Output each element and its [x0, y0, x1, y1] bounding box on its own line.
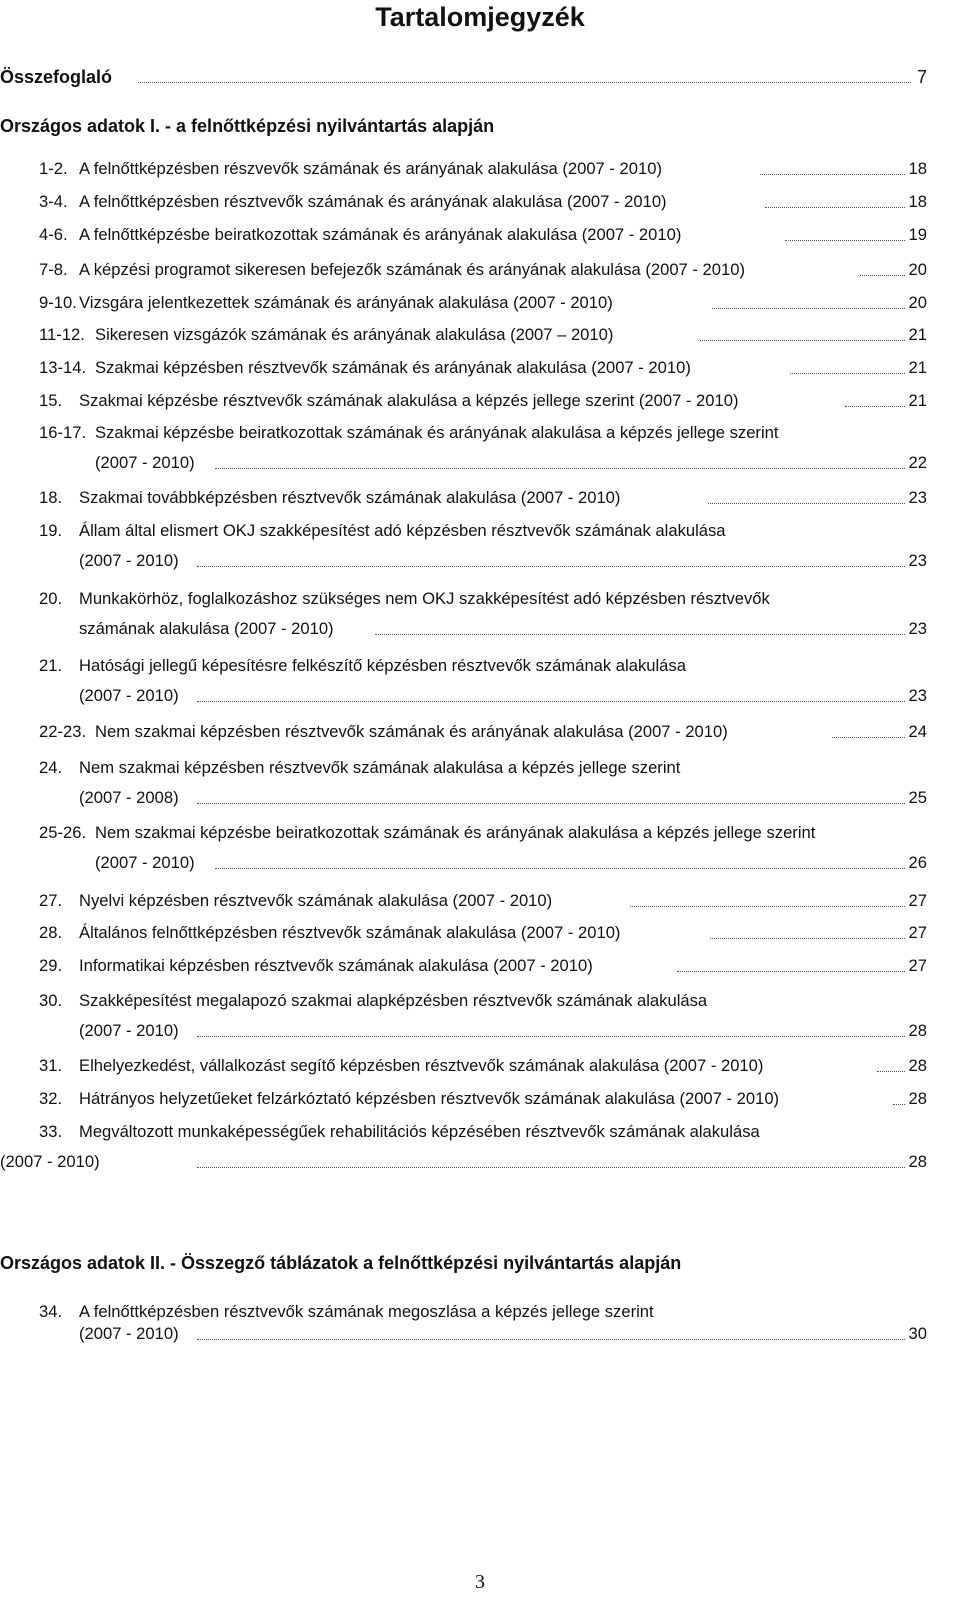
toc-entry-number: 11-12. — [39, 325, 85, 344]
toc-entry-number: 16-17. — [39, 423, 87, 442]
toc-leader — [197, 1334, 905, 1340]
toc-leader — [677, 966, 905, 972]
toc-entry[interactable] — [0, 222, 927, 248]
toc-leader — [197, 1162, 905, 1168]
toc-entry-page: 27 — [908, 923, 927, 942]
toc-entry-number: 34. — [39, 1302, 63, 1321]
toc-leader — [630, 901, 905, 907]
toc-entry-number: 18. — [39, 488, 63, 507]
toc-leader — [893, 1099, 905, 1105]
toc-entry[interactable] — [0, 920, 927, 946]
toc-entry-number: 30. — [39, 991, 63, 1010]
toc-entry[interactable] — [0, 322, 927, 348]
toc-entry[interactable] — [0, 953, 927, 979]
toc-summary-page: 7 — [916, 67, 927, 87]
toc-entry-number: 13-14. — [39, 358, 87, 377]
page-number: 3 — [475, 1571, 485, 1593]
toc-entry-title: Nem szakmai képzésben résztvevők számának alakulása a képzés jellege szerint — [79, 758, 681, 777]
toc-entry-title-continued: (2007 - 2010) — [95, 853, 195, 872]
toc-entry-page: 18 — [908, 192, 927, 211]
toc-entry-title-continued: (2007 - 2010) — [0, 1152, 100, 1171]
toc-entry-page: 23 — [908, 619, 927, 638]
toc-entry-page: 28 — [908, 1021, 927, 1040]
toc-entry-title: Szakmai képzésben résztvevők számának és arányának alakulása (2007 - 2010) — [95, 358, 691, 377]
section-heading-2: Országos adatok II. - Összegző táblázatok a felnőttképzési nyilvántartás alapján — [0, 1253, 682, 1273]
toc-entry-title: Szakmai továbbképzésben résztvevők számának alakulása (2007 - 2010) — [79, 488, 621, 507]
toc-entry-page: 20 — [908, 293, 927, 312]
toc-entry-number: 1-2. — [39, 159, 68, 178]
toc-entry-number: 21. — [39, 656, 63, 675]
toc-entry[interactable] — [0, 988, 927, 1044]
toc-entry-title-continued: (2007 - 2008) — [79, 788, 179, 807]
toc-entry[interactable] — [0, 755, 927, 811]
toc-summary-row[interactable] — [0, 64, 927, 90]
toc-leader — [700, 335, 905, 341]
toc-entry-title: Hátrányos helyzetűeket felzárkóztató képzésben résztvevők számának alakulása (2007 - 2010) — [79, 1089, 780, 1108]
toc-entry-page: 23 — [908, 488, 927, 507]
toc-entry-number: 20. — [39, 589, 63, 608]
toc-leader — [215, 863, 905, 869]
toc-entry-number: 29. — [39, 956, 63, 975]
toc-entry-title: Szakmai képzésbe beiratkozottak számának és arányának alakulása a képzés jellege szerint — [95, 423, 779, 442]
toc-entry-title: Nyelvi képzésben résztvevők számának alakulása (2007 - 2010) — [79, 891, 553, 910]
toc-entry-title-continued: (2007 - 2010) — [79, 1021, 179, 1040]
toc-entry-number: 7-8. — [39, 260, 68, 279]
toc-entry-title: Elhelyezkedést, vállalkozást segítő képzésben résztvevők számának alakulása (2007 - 2010) — [79, 1056, 764, 1075]
toc-entry[interactable] — [0, 189, 927, 215]
toc-entry-title-continued: számának alakulása (2007 - 2010) — [79, 619, 334, 638]
toc-entry-number: 27. — [39, 891, 63, 910]
toc-entry[interactable] — [0, 719, 927, 745]
toc-entry[interactable] — [0, 1053, 927, 1079]
toc-leader — [215, 463, 905, 469]
toc-entry-number: 9-10. — [39, 293, 77, 312]
toc-entry-title: A felnőttképzésben résztvevők számának és arányának alakulása (2007 - 2010) — [79, 192, 667, 211]
toc-entry-title: A felnőttképzésbe beiratkozottak számának és arányának alakulása (2007 - 2010) — [79, 225, 682, 244]
page-title: Tartalomjegyzék — [375, 2, 585, 32]
toc-summary-label: Összefoglaló — [0, 67, 113, 87]
toc-entry[interactable] — [0, 518, 927, 574]
toc-entry-title: Szakképesítést megalapozó szakmai alapképzésben résztvevők számának alakulása — [79, 991, 708, 1010]
toc-entry-page: 28 — [908, 1089, 927, 1108]
toc-leader — [708, 498, 905, 504]
toc-entry-number: 22-23. — [39, 722, 87, 741]
toc-entry-number: 4-6. — [39, 225, 68, 244]
toc-entry[interactable] — [0, 156, 927, 182]
toc-entry-title: Nem szakmai képzésben résztvevők számának és arányának alakulása (2007 - 2010) — [95, 722, 728, 741]
toc-entry-page: 25 — [908, 788, 927, 807]
toc-entry-number: 15. — [39, 391, 63, 410]
toc-entry-title: Hatósági jellegű képesítésre felkészítő képzésben résztvevők számának alakulása — [79, 656, 686, 675]
toc-entry-page: 18 — [908, 159, 927, 178]
toc-entry-page: 28 — [908, 1056, 927, 1075]
toc-entry[interactable] — [0, 586, 927, 642]
toc-entry-title-continued: (2007 - 2010) — [79, 551, 179, 570]
toc-leader — [197, 696, 905, 702]
toc-entry-page: 21 — [908, 325, 927, 344]
toc-entry-title: Sikeresen vizsgázók számának és arányának alakulása (2007 – 2010) — [95, 325, 614, 344]
toc-leader — [860, 270, 905, 276]
toc-entry-number: 28. — [39, 923, 63, 942]
toc-entry[interactable] — [0, 485, 927, 511]
toc-leader — [712, 303, 905, 309]
toc-entry-title: A felnőttképzésben résztvevők számának megoszlása a képzés jellege szerint — [79, 1302, 654, 1321]
section-heading-1: Országos adatok I. - a felnőttképzési nyilvántartás alapján — [0, 116, 495, 136]
toc-entry-number: 32. — [39, 1089, 63, 1108]
toc-entry-title: Informatikai képzésben résztvevők számának alakulása (2007 - 2010) — [79, 956, 593, 975]
toc-leader — [375, 629, 905, 635]
toc-entry-number: 25-26. — [39, 823, 87, 842]
toc-entry[interactable] — [0, 888, 927, 914]
toc-leader — [197, 798, 905, 804]
toc-leader — [197, 1031, 905, 1037]
toc-entry[interactable] — [0, 388, 927, 414]
toc-entry-page: 23 — [908, 686, 927, 705]
toc-entry-number: 19. — [39, 521, 63, 540]
toc-entry-number: 24. — [39, 758, 63, 777]
toc-entry[interactable] — [0, 1299, 927, 1345]
toc-entry[interactable] — [0, 257, 927, 283]
toc-leader — [765, 202, 905, 208]
toc-leader — [197, 561, 905, 567]
toc-entry-title: Munkakörhöz, foglalkozáshoz szükséges nem OKJ szakképesítést adó képzésben résztvevők — [79, 589, 770, 608]
toc-entry-title: Megváltozott munkaképességűek rehabilitációs képzésében résztvevők számának alakulása — [79, 1122, 760, 1141]
toc-entry-number: 33. — [39, 1122, 63, 1141]
toc-entry-page: 24 — [908, 722, 927, 741]
toc-entry-title: Általános felnőttképzésben résztvevők számának alakulása (2007 - 2010) — [79, 923, 621, 942]
toc-entry[interactable] — [0, 1086, 927, 1112]
toc-leader — [785, 235, 905, 241]
toc-entry-title: A képzési programot sikeresen befejezők számának és arányának alakulása (2007 - 2010) — [79, 260, 745, 279]
toc-entry[interactable] — [0, 820, 927, 876]
toc-leader — [138, 77, 911, 83]
toc-leader — [760, 169, 905, 175]
toc-entry-page: 22 — [908, 453, 927, 472]
toc-entry-title: Nem szakmai képzésbe beiratkozottak számának és arányának alakulása a képzés jellege szerint — [95, 823, 816, 842]
toc-entry[interactable] — [0, 290, 927, 316]
toc-entry-page: 27 — [908, 956, 927, 975]
toc-entry-title: Szakmai képzésbe résztvevők számának alakulása a képzés jellege szerint (2007 - 2010) — [79, 391, 739, 410]
toc-entry-page: 26 — [908, 853, 927, 872]
toc-entry-page: 23 — [908, 551, 927, 570]
toc-entry-number: 31. — [39, 1056, 63, 1075]
toc-leader — [790, 368, 905, 374]
toc-entry-page: 28 — [908, 1152, 927, 1171]
toc-entry[interactable] — [0, 653, 927, 709]
toc-leader — [845, 401, 905, 407]
toc-entry-title: A felnőttképzésben részvevők számának és arányának alakulása (2007 - 2010) — [79, 159, 662, 178]
toc-leader — [832, 732, 905, 738]
toc-entry[interactable] — [0, 1119, 927, 1175]
toc-entry-title: Vizsgára jelentkezettek számának és arányának alakulása (2007 - 2010) — [79, 293, 613, 312]
toc-entry-page: 21 — [908, 391, 927, 410]
toc-entry-title-continued: (2007 - 2010) — [79, 1324, 179, 1343]
toc-entry-title-continued: (2007 - 2010) — [95, 453, 195, 472]
toc-entry-page: 19 — [908, 225, 927, 244]
toc-leader — [877, 1066, 905, 1072]
toc-entry-title: Állam által elismert OKJ szakképesítést adó képzésben résztvevők számának alakulása — [79, 521, 726, 540]
toc-entry-number: 3-4. — [39, 192, 68, 211]
toc-entry-page: 21 — [908, 358, 927, 377]
toc-entry[interactable] — [0, 420, 927, 476]
toc-leader — [710, 933, 905, 939]
toc-entry-title-continued: (2007 - 2010) — [79, 686, 179, 705]
toc-entry-page: 27 — [908, 891, 927, 910]
toc-entry-page: 20 — [908, 260, 927, 279]
toc-entry-page: 30 — [908, 1324, 927, 1343]
toc-entry[interactable] — [0, 355, 927, 381]
